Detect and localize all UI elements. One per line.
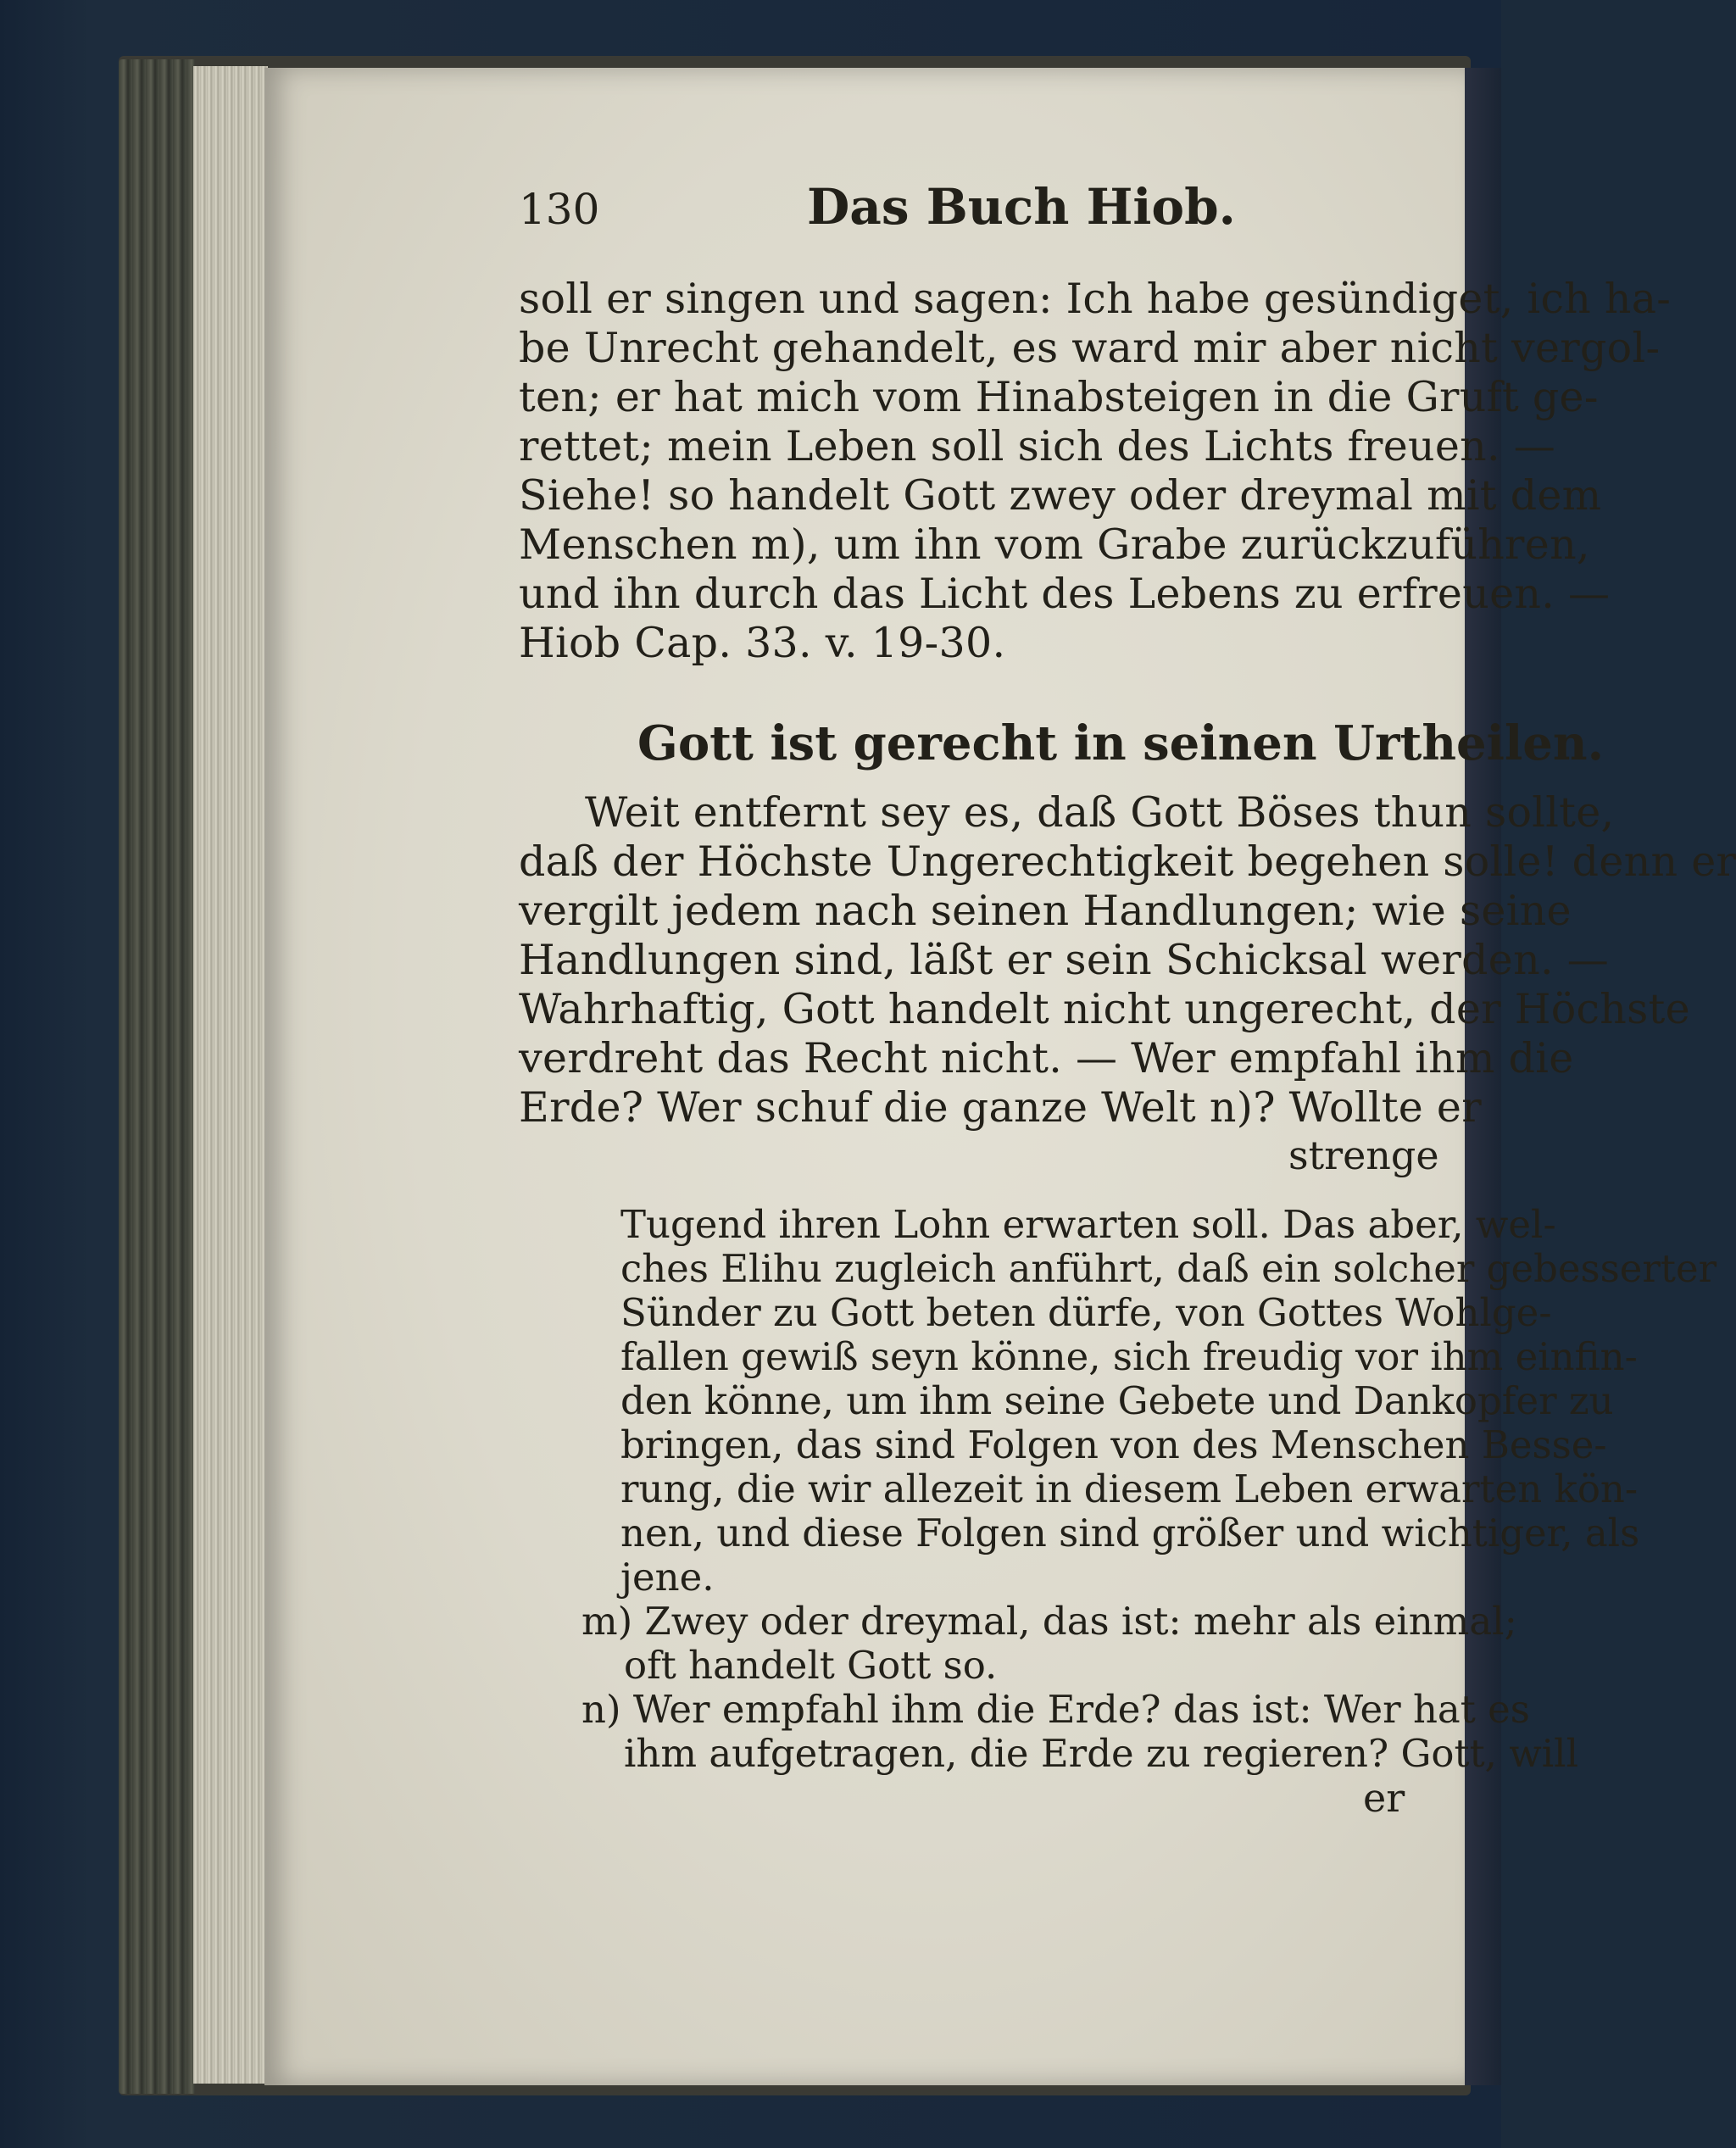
catchword: er [1363, 1775, 1405, 1821]
body-line: Siehe! so handelt Gott zwey oder dreymal mit dem [519, 471, 1602, 520]
book-spine [119, 59, 195, 2094]
page-edges [193, 66, 268, 2084]
footnote-m: m) Zwey oder dreymal, das ist: mehr als einmal; [581, 1599, 1517, 1644]
body-line: ten; er hat mich vom Hinabsteigen in die Gruft ge- [519, 373, 1599, 421]
body-line: Hiob Cap. 33. v. 19-30. [519, 619, 1006, 667]
body-line: und ihn durch das Licht des Lebens zu erfreuen. — [519, 570, 1611, 618]
footnote-line: ches Elihu zugleich anführt, daß ein solcher gebesserter [620, 1246, 1717, 1291]
body-line: Wahrhaftig, Gott handelt nicht ungerecht, der Höchste [519, 985, 1690, 1033]
footnote-line: den könne, um ihm seine Gebete und Dankopfer zu [620, 1378, 1614, 1423]
body-line: verdreht das Recht nicht. — Wer empfahl ihm die [519, 1034, 1574, 1082]
page-number: 130 [519, 185, 600, 234]
body-line: Handlungen sind, läßt er sein Schicksal werden. — [519, 936, 1609, 984]
body-line: Menschen m), um ihn vom Grabe zurückzuführen, [519, 520, 1590, 569]
footnote-line: nen, und diese Folgen sind größer und wichtiger, als [620, 1511, 1640, 1555]
footnote-line: jene. [620, 1555, 715, 1600]
body-line: Erde? Wer schuf die ganze Welt n)? Wollte er [519, 1083, 1482, 1132]
body-line: soll er singen und sagen: Ich habe gesündiget, ich ha- [519, 275, 1672, 323]
body-line: rettet; mein Leben soll sich des Lichts freuen. — [519, 422, 1556, 470]
running-title: Das Buch Hiob. [807, 178, 1236, 236]
body-line: be Unrecht gehandelt, es ward mir aber nicht vergol- [519, 324, 1661, 372]
section-heading: Gott ist gerecht in seinen Urtheilen. [637, 715, 1605, 771]
footnote-line: fallen gewiß seyn könne, sich freudig vor ihm einfin- [620, 1334, 1638, 1379]
footnote-line: Tugend ihren Lohn erwarten soll. Das aber, wel- [620, 1202, 1556, 1247]
body-line: daß der Höchste Ungerechtigkeit begehen solle! denn er [519, 837, 1736, 886]
catchword: strenge [1288, 1132, 1439, 1178]
body-line: vergilt jedem nach seinen Handlungen; wie seine [519, 887, 1572, 935]
footnote-line: bringen, das sind Folgen von des Menschen Besse- [620, 1422, 1607, 1467]
footnote-line: Sünder zu Gott beten dürfe, von Gottes Wohlge- [620, 1290, 1552, 1335]
footnote-n: n) Wer empfahl ihm die Erde? das ist: Wer hat es [581, 1687, 1530, 1732]
body-line: Weit entfernt sey es, daß Gott Böses thun sollte, [585, 788, 1615, 837]
footnote-line: oft handelt Gott so. [624, 1643, 998, 1688]
footnote-line: rung, die wir allezeit in diesem Leben erwarten kön- [620, 1466, 1639, 1511]
footnote-line: ihm aufgetragen, die Erde zu regieren? Gott, will [624, 1731, 1578, 1776]
